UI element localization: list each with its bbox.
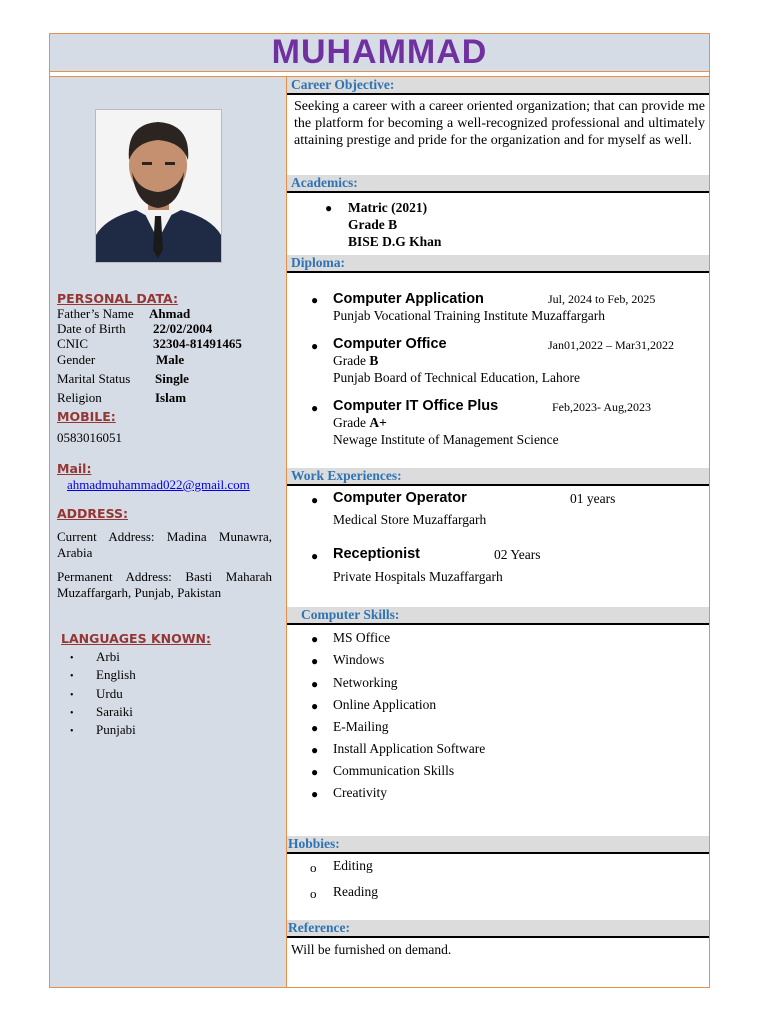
diploma-institute: Punjab Board of Technical Education, Lahore <box>333 370 580 385</box>
diploma-dates: Jul, 2024 to Feb, 2025 <box>548 292 656 306</box>
section-heading: Computer Skills: <box>301 607 400 622</box>
diploma-title: Computer Application <box>333 291 484 307</box>
mobile-heading: MOBILE: <box>57 409 116 424</box>
diploma-grade: Grade A+ <box>333 415 387 430</box>
section-hobbies <box>287 836 709 854</box>
career-objective-text: Seeking a career with a career oriented organization; that can provide me the platform for becoming a well-recognized professional and ultimately attaining prestige and pride for the organization and for myself as well. <box>294 99 705 148</box>
bullet-icon: • <box>70 653 74 664</box>
bullet-icon: ● <box>311 549 319 563</box>
section-computer-skills <box>287 607 709 625</box>
mail-heading: Mail: <box>57 461 92 476</box>
personal-key: Date of Birth <box>57 321 126 336</box>
section-heading: Reference: <box>288 920 350 935</box>
candidate-name: MUHAMMAD <box>271 33 488 71</box>
section-career-objective <box>287 77 709 95</box>
skill-item: Communication Skills <box>333 763 455 778</box>
skill-item: Windows <box>333 652 385 667</box>
personal-key: Religion <box>57 390 102 405</box>
permanent-address: Permanent Address: Basti Maharah Muzaffargarh, Punjab, Pakistan <box>57 569 272 600</box>
bullet-icon: ● <box>311 677 319 691</box>
section-heading: Hobbies: <box>288 836 340 851</box>
skill-item: MS Office <box>333 630 391 645</box>
personal-value: 22/02/2004 <box>153 321 213 336</box>
language-item: • English <box>70 667 136 682</box>
personal-row-marital <box>57 371 189 387</box>
personal-row-father <box>57 306 191 322</box>
bullet-icon: • <box>70 671 74 682</box>
bullet-icon: ● <box>311 787 319 801</box>
section-heading: Diploma: <box>291 255 345 270</box>
bullet-icon: ● <box>311 293 319 307</box>
diploma-grade: Grade B <box>333 353 379 368</box>
personal-key: CNIC <box>57 336 89 351</box>
section-work-experiences <box>287 468 709 486</box>
language-item: • Urdu <box>70 686 123 701</box>
language-item: • Arbi <box>70 649 120 664</box>
personal-value: Islam <box>155 390 187 405</box>
bullet-icon: ● <box>325 201 333 215</box>
work-place: Private Hospitals Muzaffargarh <box>333 569 503 584</box>
email-link[interactable]: ahmadmuhammad022@gmail.com <box>67 477 250 492</box>
bullet-icon: ● <box>311 699 319 713</box>
diploma-title: Computer IT Office Plus <box>333 398 499 414</box>
profile-photo <box>95 109 222 263</box>
diploma-dates: Jan01,2022 – Mar31,2022 <box>548 338 674 352</box>
academics-grade: Grade B <box>348 217 398 232</box>
bullet-icon: • <box>70 690 74 701</box>
bullet-icon: • <box>70 708 74 719</box>
hobby-item: Reading <box>333 884 378 899</box>
personal-key: Father’s Name <box>57 306 134 321</box>
circle-bullet-icon: o <box>310 860 317 875</box>
work-title: Receptionist <box>333 546 421 562</box>
skill-item: Creativity <box>333 785 387 800</box>
section-heading: Work Experiences: <box>291 468 402 483</box>
language-item: • Punjabi <box>70 722 136 737</box>
bullet-icon: • <box>70 726 74 737</box>
personal-data-heading: PERSONAL DATA: <box>57 291 178 306</box>
diploma-title: Computer Office <box>333 336 447 352</box>
diploma-institute: Punjab Vocational Training Institute Muzaffargarh <box>333 308 605 323</box>
skill-item: Networking <box>333 675 398 690</box>
work-place: Medical Store Muzaffargarh <box>333 512 487 527</box>
academics-board: BISE D.G Khan <box>348 234 442 249</box>
work-title: Computer Operator <box>333 490 467 506</box>
section-reference <box>287 920 709 938</box>
bullet-icon: ● <box>311 339 319 353</box>
work-duration: 02 Years <box>494 547 541 562</box>
personal-key: Gender <box>57 352 96 367</box>
hobby-item: Editing <box>333 858 373 873</box>
personal-row-cnic <box>57 336 242 352</box>
bullet-icon: ● <box>311 493 319 507</box>
bullet-icon: ● <box>311 743 319 757</box>
address-heading: ADDRESS: <box>57 506 129 521</box>
skill-item: Online Application <box>333 697 437 712</box>
diploma-institute: Newage Institute of Management Science <box>333 432 559 447</box>
diploma-dates: Feb,2023- Aug,2023 <box>552 400 651 414</box>
section-academics <box>287 175 709 193</box>
bullet-icon: ● <box>311 401 319 415</box>
header <box>50 34 709 71</box>
personal-value: Male <box>156 352 185 367</box>
personal-value: 32304-81491465 <box>153 336 242 351</box>
mobile-number: 0583016051 <box>57 430 122 445</box>
academics-title: Matric (2021) <box>348 200 428 215</box>
current-address: Current Address: Madina Munawra, Arabia <box>57 529 272 560</box>
skill-item: E-Mailing <box>333 719 389 734</box>
work-duration: 01 years <box>570 491 616 506</box>
personal-value: Single <box>155 371 189 386</box>
languages-heading: LANGUAGES KNOWN: <box>61 631 211 646</box>
bullet-icon: ● <box>311 721 319 735</box>
personal-row-religion <box>57 390 187 406</box>
skill-item: Install Application Software <box>333 741 486 756</box>
section-diploma <box>287 255 709 273</box>
personal-row-dob <box>57 321 213 337</box>
bullet-icon: ● <box>311 654 319 668</box>
personal-row-gender <box>57 352 185 368</box>
bullet-icon: ● <box>311 632 319 646</box>
section-heading: Academics: <box>291 175 358 190</box>
section-heading: Career Objective: <box>291 77 395 92</box>
personal-key: Marital Status <box>57 371 131 386</box>
bullet-icon: ● <box>311 765 319 779</box>
divider <box>50 71 709 72</box>
language-item: • Saraiki <box>70 704 133 719</box>
circle-bullet-icon: o <box>310 886 317 901</box>
personal-value: Ahmad <box>149 306 191 321</box>
reference-text: Will be furnished on demand. <box>291 942 452 957</box>
